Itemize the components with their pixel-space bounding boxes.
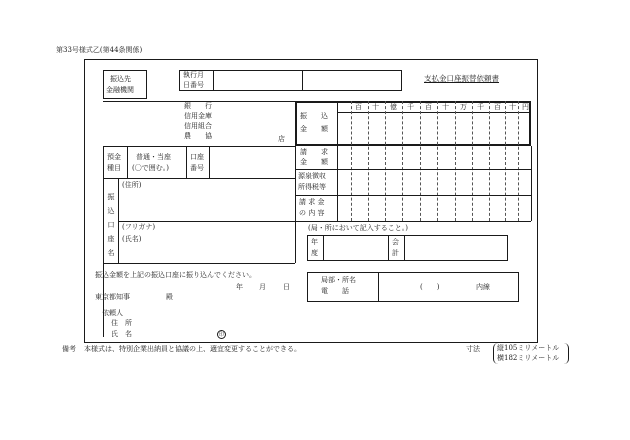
execution-date-label-1: 執行月 — [183, 71, 204, 79]
claim-amount-label-2: 金 額 — [300, 158, 328, 166]
digit-unit: 千 — [407, 103, 414, 111]
remarks-label: 備考 — [62, 345, 76, 353]
requester-address-label: 住 所 — [111, 319, 132, 327]
account-number-label-2: 番号 — [190, 164, 204, 172]
bank-type-shinkin: 信用金庫 — [184, 112, 212, 120]
execution-date-label-2: 日番号 — [183, 81, 204, 89]
size-vertical: 縦105ミリメートル — [497, 344, 560, 352]
requester-name-label: 氏 名 — [111, 330, 132, 338]
claim-amount-label-1: 請 求 — [300, 148, 328, 156]
accounting-label-2: 計 — [392, 249, 399, 257]
digit-unit: 万 — [460, 103, 467, 111]
fiscal-year-box — [307, 235, 508, 261]
withholding-label-1: 源泉徴収 — [298, 172, 326, 180]
branch-suffix: 店 — [278, 135, 285, 143]
digit-unit: 十 — [372, 103, 379, 111]
honorific: 殿 — [166, 293, 173, 301]
size-label: 寸法 — [466, 345, 480, 353]
account-number-label-1: 口座 — [190, 153, 204, 161]
payee-bank-label-1: 振込先 — [110, 75, 131, 83]
digit-unit: 十 — [509, 103, 516, 111]
account-holder-label: 振込口座名 — [107, 193, 115, 257]
phone-parens: ( ) — [420, 283, 440, 291]
payee-bank-label-2: 金融機関 — [106, 86, 134, 94]
dept-label: 局部・所名 — [321, 276, 356, 284]
bank-type-bank: 銀 行 — [184, 102, 212, 110]
digit-unit: 百 — [425, 103, 432, 111]
digit-unit: 百 — [355, 103, 362, 111]
furigana-label: (フリガナ) — [122, 223, 156, 231]
digit-unit: 千 — [477, 103, 484, 111]
digit-unit: 百 — [494, 103, 501, 111]
deposit-type-note: (〇で囲む。) — [132, 164, 169, 172]
accounting-label-1: 会 — [392, 238, 399, 246]
date-year: 年 — [236, 283, 243, 291]
claim-content-label-2: の 内 容 — [299, 209, 325, 217]
digit-unit: 円 — [522, 103, 529, 111]
seal-mark: 印 — [218, 332, 224, 338]
name-label: (氏名) — [122, 235, 142, 243]
digit-unit: 億 — [390, 103, 397, 111]
deposit-type-label-2: 種目 — [107, 164, 121, 172]
fiscal-year-label-1: 年 — [311, 238, 318, 246]
form-number: 第33号様式乙(第44条関係) — [56, 46, 143, 54]
date-month: 月 — [259, 283, 266, 291]
withholding-label-2: 所得税等 — [298, 183, 326, 191]
transfer-amount-label-1: 振 込 — [300, 112, 328, 120]
phone-label: 電 話 — [321, 287, 349, 295]
deposit-type-label-1: 預金 — [107, 153, 121, 161]
size-horizontal: 横182ミリメートル — [497, 354, 560, 362]
bureau-note: (局・所において記入すること。) — [308, 224, 408, 232]
transfer-amount-label-2: 金 額 — [300, 125, 328, 133]
address-label: (住所) — [122, 181, 142, 189]
date-day: 日 — [283, 283, 290, 291]
bank-type-shinkumi: 信用組合 — [184, 122, 212, 130]
bank-type-nokyo: 農 協 — [184, 132, 212, 140]
requester-label: 依頼人 — [102, 309, 123, 317]
deposit-type-option: 普通・当座 — [136, 153, 171, 161]
extension-label: 内線 — [476, 283, 490, 291]
digit-unit: 十 — [442, 103, 449, 111]
fiscal-year-label-2: 度 — [311, 249, 318, 257]
claim-content-label-1: 請 求 金 — [299, 198, 325, 206]
addressee: 東京都知事 — [95, 293, 130, 301]
form-title: 支払金口座振替依頼書 — [424, 74, 499, 83]
request-text: 振込金額を上記の振込口座に振り込んでください。 — [95, 271, 256, 279]
remarks-text: 本様式は、特別企業出納員と協議の上、適宜変更することができる。 — [84, 345, 301, 353]
